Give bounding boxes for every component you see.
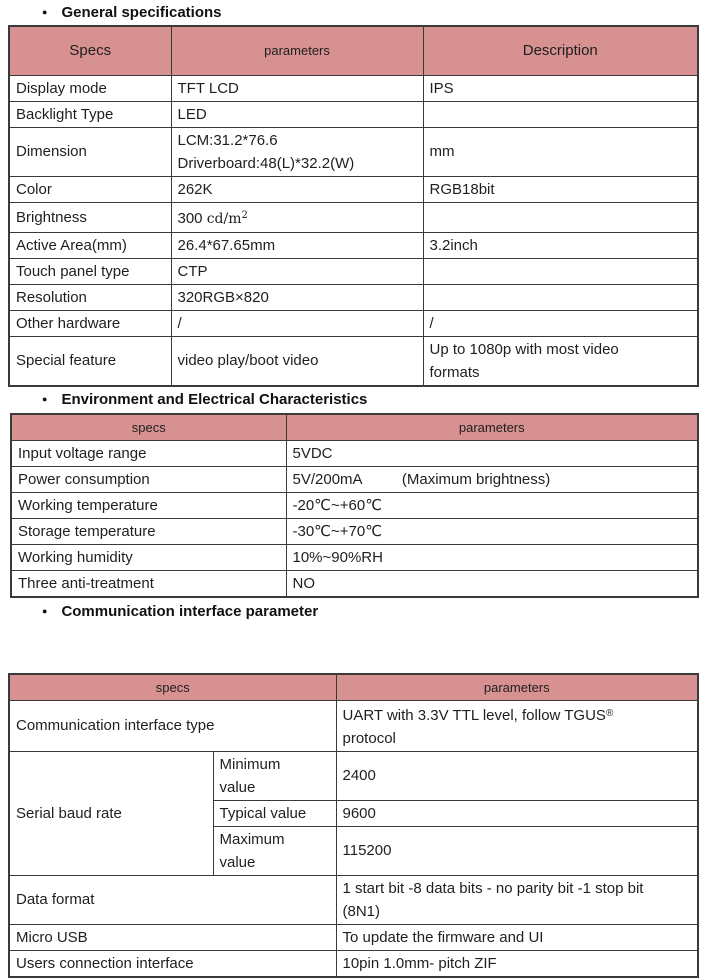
- param-cell: [171, 127, 423, 176]
- general-specifications-heading: [0, 3, 704, 22]
- heading-text: Communication interface parameter: [61, 602, 319, 620]
- spec-cell: Working humidity: [11, 544, 286, 570]
- table-row: [11, 440, 698, 466]
- param-line: [343, 702, 692, 727]
- communication-interface-heading: [0, 602, 704, 621]
- table-row: [9, 176, 698, 202]
- heading-text: Environment and Electrical Characteristics: [61, 390, 368, 408]
- table-row: [9, 127, 698, 176]
- desc-line: formats: [429, 363, 480, 381]
- general-specs-table: [8, 25, 699, 387]
- param-line: 1 start bit -8 data bits - no parity bit -1 stop bit: [342, 879, 644, 897]
- param-cell: /: [171, 310, 423, 336]
- sub-label-line: Maximum: [219, 830, 285, 848]
- param-cell: [286, 466, 698, 492]
- param-cell: [336, 875, 698, 924]
- table-header-row: [9, 26, 698, 75]
- desc-cell: IPS: [423, 75, 698, 101]
- spec-cell: Three anti-treatment: [11, 570, 286, 597]
- desc-cell: 3.2inch: [423, 232, 698, 258]
- param-line: LCM:31.2*76.6: [177, 131, 278, 149]
- param-line: Driverboard:48(L)*32.2(W): [177, 154, 355, 172]
- table-row: [9, 101, 698, 127]
- param-cell: video play/boot video: [171, 336, 423, 386]
- table-row: [9, 950, 698, 977]
- desc-cell: [423, 101, 698, 127]
- baud-value-cell: 2400: [336, 751, 698, 800]
- spec-cell: Storage temperature: [11, 518, 286, 544]
- param-value: 5V/200mA: [292, 470, 362, 488]
- spec-cell: Communication interface type: [9, 700, 336, 751]
- spec-cell: Working temperature: [11, 492, 286, 518]
- brightness-unit: cd/m: [206, 210, 242, 227]
- sub-label-line: Minimum: [219, 755, 281, 773]
- table-row: [11, 492, 698, 518]
- spec-cell: Power consumption: [11, 466, 286, 492]
- desc-cell: /: [423, 310, 698, 336]
- table-header-row: [9, 674, 698, 701]
- general-header-description: Description: [423, 26, 698, 75]
- environment-header-parameters: parameters: [286, 414, 698, 441]
- param-cell: LED: [171, 101, 423, 127]
- bullet-icon: ●: [42, 7, 48, 17]
- spec-cell: Other hardware: [9, 310, 171, 336]
- param-cell: -30℃~+70℃: [286, 518, 698, 544]
- heading-text: General specifications: [61, 4, 222, 21]
- param-cell: 10%~90%RH: [286, 544, 698, 570]
- table-row: [9, 202, 698, 232]
- desc-cell: [423, 202, 698, 232]
- param-note: (Maximum brightness): [401, 470, 551, 488]
- spec-cell: Active Area(mm): [9, 232, 171, 258]
- param-cell: NO: [286, 570, 698, 597]
- bullet-icon: ●: [42, 393, 48, 404]
- environment-table: [10, 413, 699, 598]
- spec-cell: Resolution: [9, 284, 171, 310]
- param-line: protocol: [342, 729, 396, 747]
- spec-cell: Display mode: [9, 75, 171, 101]
- param-cell: 5VDC: [286, 440, 698, 466]
- desc-line: Up to 1080p with most video: [429, 340, 619, 358]
- spec-cell: Backlight Type: [9, 101, 171, 127]
- table-row: [9, 258, 698, 284]
- baud-value-cell: 115200: [336, 826, 698, 875]
- spec-cell: Brightness: [9, 202, 171, 232]
- param-cell: To update the firmware and UI: [336, 924, 698, 950]
- communication-header-specs: specs: [9, 674, 336, 701]
- spec-cell: Micro USB: [9, 924, 336, 950]
- table-row: [9, 310, 698, 336]
- brightness-superscript: 2: [241, 209, 248, 221]
- communication-header-parameters: parameters: [336, 674, 698, 701]
- environment-header-specs: specs: [11, 414, 286, 441]
- param-line: (8N1): [342, 902, 381, 920]
- desc-cell: [423, 336, 698, 386]
- param-cell: 320RGB×820: [171, 284, 423, 310]
- table-row: [11, 570, 698, 597]
- spec-cell: Users connection interface: [9, 950, 336, 977]
- param-cell: CTP: [171, 258, 423, 284]
- param-cell: -20℃~+60℃: [286, 492, 698, 518]
- param-cell: TFT LCD: [171, 75, 423, 101]
- table-row: [11, 544, 698, 570]
- general-header-parameters: parameters: [171, 26, 423, 75]
- brightness-value: 300: [177, 209, 203, 227]
- spec-cell: Data format: [9, 875, 336, 924]
- table-row: [11, 518, 698, 544]
- registered-trademark-symbol: ®: [605, 707, 614, 719]
- baud-sub-label-cell: [213, 751, 336, 800]
- general-header-specs: Specs: [9, 26, 171, 75]
- table-row: [11, 466, 698, 492]
- desc-cell: RGB18bit: [423, 176, 698, 202]
- table-row: [9, 232, 698, 258]
- table-row: [9, 751, 698, 800]
- baud-sub-label-cell: [213, 826, 336, 875]
- param-cell: 10pin 1.0mm- pitch ZIF: [336, 950, 698, 977]
- bullet-icon: ●: [42, 605, 48, 616]
- table-row: [9, 700, 698, 751]
- serial-baud-rate-cell: Serial baud rate: [9, 751, 213, 875]
- desc-cell: [423, 258, 698, 284]
- communication-table: [8, 673, 699, 978]
- param-cell: 262K: [171, 176, 423, 202]
- spec-cell: Input voltage range: [11, 440, 286, 466]
- desc-cell: [423, 284, 698, 310]
- table-row: [9, 284, 698, 310]
- table-header-row: [11, 414, 698, 441]
- table-row: [9, 336, 698, 386]
- param-cell: 26.4*67.65mm: [171, 232, 423, 258]
- table-row: [9, 75, 698, 101]
- sub-label-line: value: [219, 853, 256, 871]
- desc-cell: mm: [423, 127, 698, 176]
- sub-label-line: value: [219, 778, 256, 796]
- baud-value-cell: 9600: [336, 800, 698, 826]
- param-cell: [171, 202, 423, 232]
- table-row: [9, 924, 698, 950]
- environment-characteristics-heading: [0, 390, 704, 409]
- spec-cell: Dimension: [9, 127, 171, 176]
- table-row: [9, 875, 698, 924]
- param-cell: [336, 700, 698, 751]
- baud-sub-label-cell: Typical value: [213, 800, 336, 826]
- spec-cell: Color: [9, 176, 171, 202]
- spec-cell: Special feature: [9, 336, 171, 386]
- spec-cell: Touch panel type: [9, 258, 171, 284]
- param-text: UART with 3.3V TTL level, follow TGUS: [342, 706, 606, 724]
